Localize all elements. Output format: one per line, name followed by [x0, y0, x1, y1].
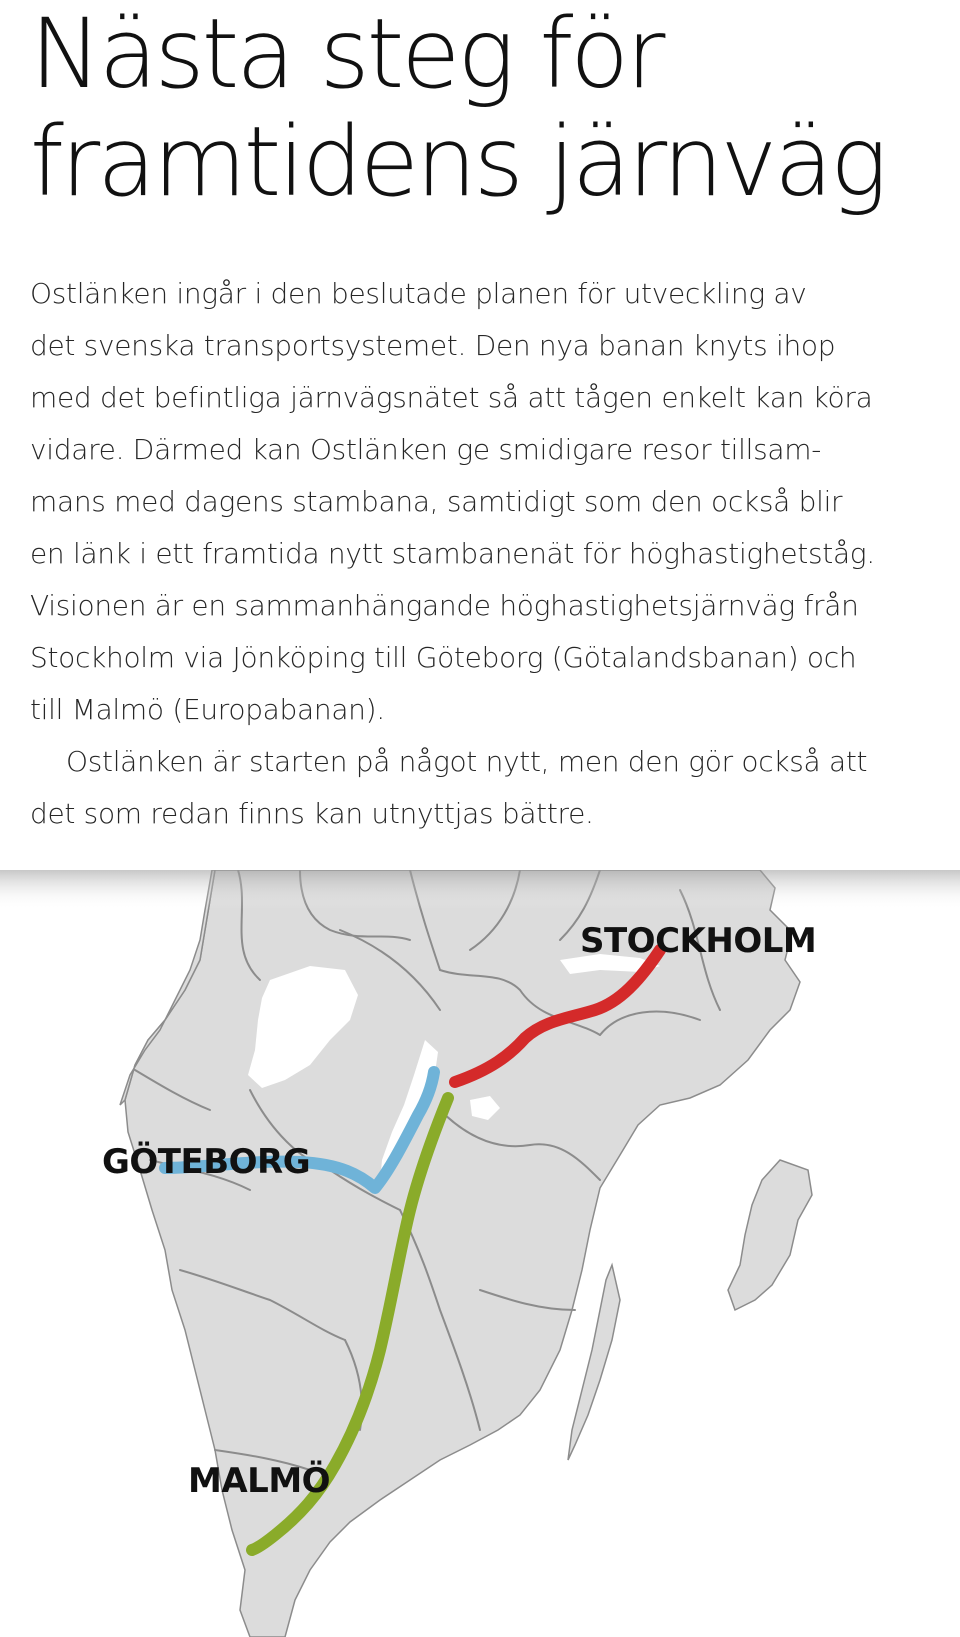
city-label-stockholm: STOCKHOLM [580, 921, 817, 961]
city-label-goteborg: GÖTEBORG [102, 1142, 311, 1182]
rail-map [0, 870, 960, 1637]
body-line: det som redan finns kan utnyttjas bättre. [30, 797, 594, 830]
land-mainland [125, 870, 800, 1637]
map-top-shadow [0, 870, 960, 910]
page-title [30, 0, 940, 216]
title-line-1: Nästa steg för [30, 0, 663, 110]
title-line-2: framtidens järnväg [30, 106, 885, 218]
body-line: mans med dagens stambana, samtidigt som den också blir [30, 485, 843, 518]
body-line: med det befintliga järnvägsnätet så att tågen enkelt kan köra [30, 381, 873, 414]
city-label-malmo: MALMÖ [188, 1461, 331, 1501]
body-line: till Malmö (Europabanan). [30, 693, 385, 726]
body-line: Stockholm via Jönköping till Göteborg (Götalandsbanan) och [30, 641, 857, 674]
body-text [30, 268, 930, 840]
body-line: vidare. Därmed kan Ostlänken ge smidigare resor tillsam- [30, 433, 822, 466]
body-line: Visionen är en sammanhängande höghastighetsjärnväg från [30, 589, 859, 622]
body-line: Ostlänken är starten på något nytt, men den gör också att [66, 745, 868, 778]
body-line: det svenska transportsystemet. Den nya banan knyts ihop [30, 329, 836, 362]
rail-map-svg [0, 870, 960, 1637]
body-line: Ostlänken ingår i den beslutade planen för utveckling av [30, 277, 807, 310]
body-line: en länk i ett framtida nytt stambanenät för höghastighetståg. [30, 537, 875, 570]
land-gotland [728, 1160, 812, 1310]
